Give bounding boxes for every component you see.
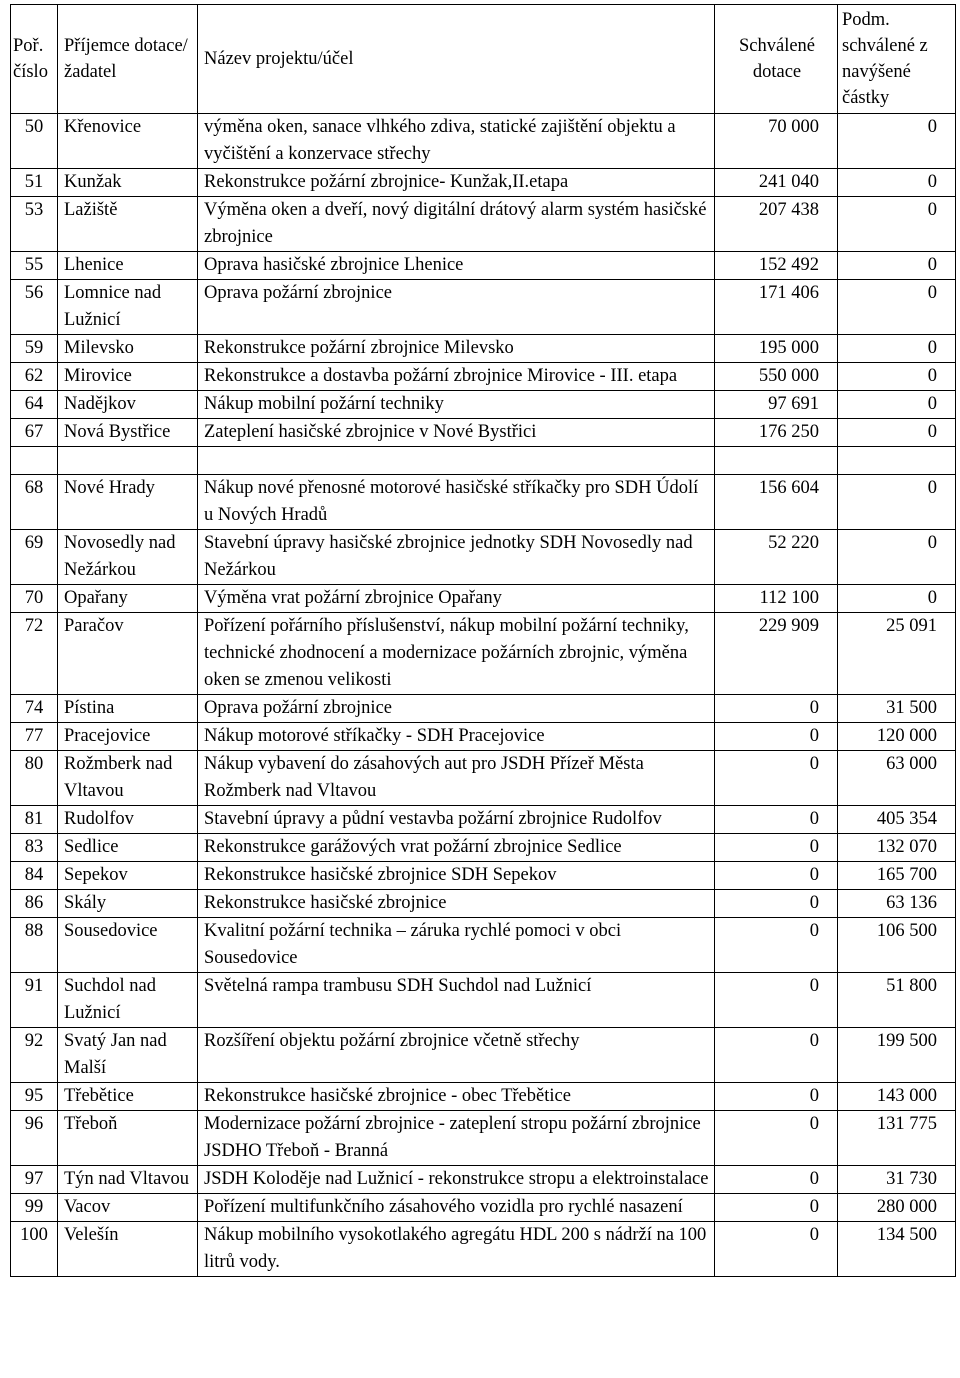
cell-project: Rekonstrukce hasičské zbrojnice bbox=[198, 890, 715, 918]
cell-conditional: 143 000 bbox=[838, 1083, 956, 1111]
header-recipient: Příjemce dotace/ žadatel bbox=[58, 5, 198, 114]
table-row bbox=[11, 1194, 956, 1222]
cell-approved: 176 250 bbox=[715, 419, 838, 447]
cell-recipient: Lomnice nad Lužnicí bbox=[58, 280, 198, 335]
empty-cell bbox=[715, 447, 838, 475]
table-row bbox=[11, 890, 956, 918]
cell-project: Modernizace požární zbrojnice - zateplení stropu požární zbrojnice JSDHO Třeboň - Branná bbox=[198, 1111, 715, 1166]
grant-table-page bbox=[10, 4, 955, 1277]
cell-number: 62 bbox=[11, 363, 58, 391]
cell-approved: 0 bbox=[715, 751, 838, 806]
cell-approved: 0 bbox=[715, 1111, 838, 1166]
cell-number: 97 bbox=[11, 1166, 58, 1194]
cell-conditional: 405 354 bbox=[838, 806, 956, 834]
cell-conditional: 0 bbox=[838, 585, 956, 613]
cell-project: Výměna vrat požární zbrojnice Opařany bbox=[198, 585, 715, 613]
cell-project: Rekonstrukce hasičské zbrojnice - obec Třebětice bbox=[198, 1083, 715, 1111]
cell-approved: 0 bbox=[715, 1028, 838, 1083]
cell-conditional: 0 bbox=[838, 280, 956, 335]
cell-number: 77 bbox=[11, 723, 58, 751]
cell-project: Rekonstrukce požární zbrojnice Milevsko bbox=[198, 335, 715, 363]
cell-number: 88 bbox=[11, 918, 58, 973]
cell-project: Nákup mobilní požární techniky bbox=[198, 391, 715, 419]
cell-recipient: Rožmberk nad Vltavou bbox=[58, 751, 198, 806]
cell-approved: 195 000 bbox=[715, 335, 838, 363]
table-row bbox=[11, 280, 956, 335]
cell-conditional: 0 bbox=[838, 169, 956, 197]
table-row bbox=[11, 169, 956, 197]
cell-number: 86 bbox=[11, 890, 58, 918]
cell-conditional: 0 bbox=[838, 197, 956, 252]
table-row bbox=[11, 1111, 956, 1166]
cell-project: Oprava požární zbrojnice bbox=[198, 280, 715, 335]
table-row bbox=[11, 973, 956, 1028]
cell-project: Nákup nové přenosné motorové hasičské stříkačky pro SDH Údolí u Nových Hradů bbox=[198, 475, 715, 530]
cell-project: Rozšíření objektu požární zbrojnice včetně střechy bbox=[198, 1028, 715, 1083]
cell-conditional: 132 070 bbox=[838, 834, 956, 862]
grant-table bbox=[10, 4, 956, 1277]
table-row bbox=[11, 197, 956, 252]
cell-number: 51 bbox=[11, 169, 58, 197]
cell-project: Rekonstrukce garážových vrat požární zbrojnice Sedlice bbox=[198, 834, 715, 862]
cell-approved: 70 000 bbox=[715, 114, 838, 169]
cell-conditional: 0 bbox=[838, 363, 956, 391]
empty-cell bbox=[198, 447, 715, 475]
cell-recipient: Skály bbox=[58, 890, 198, 918]
cell-number: 70 bbox=[11, 585, 58, 613]
cell-recipient: Pracejovice bbox=[58, 723, 198, 751]
cell-number: 74 bbox=[11, 695, 58, 723]
table-row bbox=[11, 806, 956, 834]
cell-project: Pořízení pořárního příslušenství, nákup mobilní požární techniky, technické zhodnocení a modernizace požárních zbrojnic, výměna oken se zmenou velikosti bbox=[198, 613, 715, 695]
cell-recipient: Sepekov bbox=[58, 862, 198, 890]
header-project: Název projektu/účel bbox=[198, 5, 715, 114]
cell-number: 91 bbox=[11, 973, 58, 1028]
cell-recipient: Lažiště bbox=[58, 197, 198, 252]
cell-number: 99 bbox=[11, 1194, 58, 1222]
table-row bbox=[11, 335, 956, 363]
cell-number: 96 bbox=[11, 1111, 58, 1166]
cell-approved: 241 040 bbox=[715, 169, 838, 197]
cell-conditional: 0 bbox=[838, 252, 956, 280]
cell-project: Výměna oken a dveří, nový digitální drátový alarm systém hasičské zbrojnice bbox=[198, 197, 715, 252]
cell-recipient: Sousedovice bbox=[58, 918, 198, 973]
cell-project: Stavební úpravy hasičské zbrojnice jednotky SDH Novosedly nad Nežárkou bbox=[198, 530, 715, 585]
cell-number: 81 bbox=[11, 806, 58, 834]
cell-approved: 0 bbox=[715, 1166, 838, 1194]
table-row bbox=[11, 114, 956, 169]
cell-recipient: Rudolfov bbox=[58, 806, 198, 834]
cell-approved: 0 bbox=[715, 723, 838, 751]
cell-recipient: Nová Bystřice bbox=[58, 419, 198, 447]
cell-project: Kvalitní požární technika – záruka rychlé pomoci v obci Sousedovice bbox=[198, 918, 715, 973]
cell-number: 69 bbox=[11, 530, 58, 585]
cell-approved: 207 438 bbox=[715, 197, 838, 252]
cell-conditional: 0 bbox=[838, 391, 956, 419]
cell-number: 50 bbox=[11, 114, 58, 169]
cell-recipient: Paračov bbox=[58, 613, 198, 695]
table-row bbox=[11, 834, 956, 862]
cell-conditional: 0 bbox=[838, 114, 956, 169]
cell-number: 72 bbox=[11, 613, 58, 695]
cell-approved: 0 bbox=[715, 890, 838, 918]
cell-recipient: Křenovice bbox=[58, 114, 198, 169]
cell-number: 92 bbox=[11, 1028, 58, 1083]
cell-conditional: 0 bbox=[838, 335, 956, 363]
cell-number: 55 bbox=[11, 252, 58, 280]
empty-cell bbox=[58, 447, 198, 475]
table-row bbox=[11, 252, 956, 280]
cell-conditional: 131 775 bbox=[838, 1111, 956, 1166]
header-approved: Schválené dotace bbox=[715, 5, 838, 114]
cell-conditional: 120 000 bbox=[838, 723, 956, 751]
cell-approved: 0 bbox=[715, 918, 838, 973]
cell-conditional: 31 500 bbox=[838, 695, 956, 723]
cell-approved: 0 bbox=[715, 1194, 838, 1222]
cell-project: Rekonstrukce a dostavba požární zbrojnice Mirovice - III. etapa bbox=[198, 363, 715, 391]
cell-conditional: 280 000 bbox=[838, 1194, 956, 1222]
cell-conditional: 106 500 bbox=[838, 918, 956, 973]
cell-conditional: 199 500 bbox=[838, 1028, 956, 1083]
cell-recipient: Sedlice bbox=[58, 834, 198, 862]
cell-number: 67 bbox=[11, 419, 58, 447]
cell-approved: 0 bbox=[715, 862, 838, 890]
table-row bbox=[11, 862, 956, 890]
table-row bbox=[11, 419, 956, 447]
cell-number: 56 bbox=[11, 280, 58, 335]
table-row bbox=[11, 723, 956, 751]
cell-approved: 0 bbox=[715, 1083, 838, 1111]
cell-project: výměna oken, sanace vlhkého zdiva, statické zajištění objektu a vyčištění a konzervace střechy bbox=[198, 114, 715, 169]
cell-approved: 550 000 bbox=[715, 363, 838, 391]
cell-recipient: Milevsko bbox=[58, 335, 198, 363]
cell-number: 53 bbox=[11, 197, 58, 252]
table-row bbox=[11, 1166, 956, 1194]
cell-project: Oprava požární zbrojnice bbox=[198, 695, 715, 723]
cell-recipient: Kunžak bbox=[58, 169, 198, 197]
cell-approved: 156 604 bbox=[715, 475, 838, 530]
empty-cell bbox=[11, 447, 58, 475]
cell-recipient: Vacov bbox=[58, 1194, 198, 1222]
table-row bbox=[11, 1028, 956, 1083]
table-row bbox=[11, 613, 956, 695]
table-row bbox=[11, 585, 956, 613]
cell-approved: 97 691 bbox=[715, 391, 838, 419]
cell-number: 68 bbox=[11, 475, 58, 530]
cell-recipient: Svatý Jan nad Malší bbox=[58, 1028, 198, 1083]
cell-number: 80 bbox=[11, 751, 58, 806]
table-row bbox=[11, 391, 956, 419]
cell-conditional: 63 000 bbox=[838, 751, 956, 806]
cell-project: Nákup motorové stříkačky - SDH Pracejovice bbox=[198, 723, 715, 751]
table-row bbox=[11, 1083, 956, 1111]
cell-approved: 0 bbox=[715, 806, 838, 834]
cell-project: Oprava hasičské zbrojnice Lhenice bbox=[198, 252, 715, 280]
cell-recipient: Suchdol nad Lužnicí bbox=[58, 973, 198, 1028]
table-header-row bbox=[11, 5, 956, 114]
table-row bbox=[11, 363, 956, 391]
cell-project: Rekonstrukce požární zbrojnice- Kunžak,II.etapa bbox=[198, 169, 715, 197]
cell-number: 100 bbox=[11, 1222, 58, 1277]
cell-conditional: 0 bbox=[838, 475, 956, 530]
cell-approved: 112 100 bbox=[715, 585, 838, 613]
cell-conditional: 0 bbox=[838, 530, 956, 585]
cell-approved: 229 909 bbox=[715, 613, 838, 695]
cell-conditional: 51 800 bbox=[838, 973, 956, 1028]
cell-project: JSDH Koloděje nad Lužnicí - rekonstrukce stropu a elektroinstalace bbox=[198, 1166, 715, 1194]
cell-conditional: 0 bbox=[838, 419, 956, 447]
cell-recipient: Třeboň bbox=[58, 1111, 198, 1166]
cell-recipient: Opařany bbox=[58, 585, 198, 613]
cell-approved: 171 406 bbox=[715, 280, 838, 335]
cell-approved: 52 220 bbox=[715, 530, 838, 585]
cell-project: Pořízení multifunkčního zásahového vozidla pro rychlé nasazení bbox=[198, 1194, 715, 1222]
cell-project: Nákup vybavení do zásahových aut pro JSDH Přízeř Města Rožmberk nad Vltavou bbox=[198, 751, 715, 806]
cell-approved: 152 492 bbox=[715, 252, 838, 280]
cell-number: 64 bbox=[11, 391, 58, 419]
table-row bbox=[11, 695, 956, 723]
cell-project: Nákup mobilního vysokotlakého agregátu HDL 200 s nádrží na 100 litrů vody. bbox=[198, 1222, 715, 1277]
table-row bbox=[11, 1222, 956, 1277]
cell-approved: 0 bbox=[715, 973, 838, 1028]
cell-project: Stavební úpravy a půdní vestavba požární zbrojnice Rudolfov bbox=[198, 806, 715, 834]
cell-number: 84 bbox=[11, 862, 58, 890]
cell-number: 95 bbox=[11, 1083, 58, 1111]
cell-recipient: Týn nad Vltavou bbox=[58, 1166, 198, 1194]
cell-number: 83 bbox=[11, 834, 58, 862]
header-conditional: Podm. schválené z navýšené částky bbox=[838, 5, 956, 114]
cell-recipient: Mirovice bbox=[58, 363, 198, 391]
table-row bbox=[11, 475, 956, 530]
cell-project: Rekonstrukce hasičské zbrojnice SDH Sepekov bbox=[198, 862, 715, 890]
cell-recipient: Nadějkov bbox=[58, 391, 198, 419]
cell-conditional: 134 500 bbox=[838, 1222, 956, 1277]
empty-cell bbox=[838, 447, 956, 475]
header-number: Poř. číslo bbox=[11, 5, 58, 114]
cell-recipient: Velešín bbox=[58, 1222, 198, 1277]
cell-conditional: 63 136 bbox=[838, 890, 956, 918]
cell-number: 59 bbox=[11, 335, 58, 363]
cell-approved: 0 bbox=[715, 695, 838, 723]
cell-conditional: 25 091 bbox=[838, 613, 956, 695]
table-row bbox=[11, 751, 956, 806]
cell-recipient: Novosedly nad Nežárkou bbox=[58, 530, 198, 585]
cell-approved: 0 bbox=[715, 1222, 838, 1277]
cell-project: Zateplení hasičské zbrojnice v Nové Bystřici bbox=[198, 419, 715, 447]
table-spacer-row bbox=[11, 447, 956, 475]
table-row bbox=[11, 918, 956, 973]
cell-project: Světelná rampa trambusu SDH Suchdol nad Lužnicí bbox=[198, 973, 715, 1028]
cell-recipient: Třebětice bbox=[58, 1083, 198, 1111]
cell-recipient: Lhenice bbox=[58, 252, 198, 280]
cell-recipient: Pístina bbox=[58, 695, 198, 723]
cell-conditional: 165 700 bbox=[838, 862, 956, 890]
table-row bbox=[11, 530, 956, 585]
table-body bbox=[11, 114, 956, 1277]
cell-recipient: Nové Hrady bbox=[58, 475, 198, 530]
cell-approved: 0 bbox=[715, 834, 838, 862]
cell-conditional: 31 730 bbox=[838, 1166, 956, 1194]
